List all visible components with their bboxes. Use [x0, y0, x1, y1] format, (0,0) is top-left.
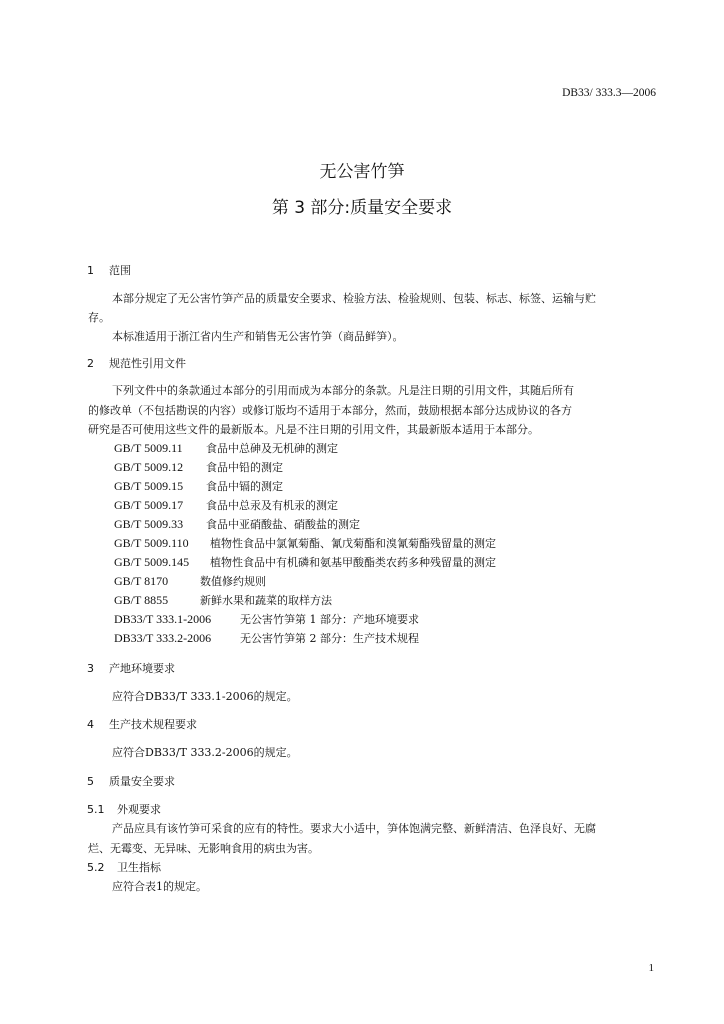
paragraph-line: 应符合DB33/T 333.2-2006的规定。 — [112, 746, 298, 759]
section-title: 范围 — [109, 264, 131, 277]
reference-code: GB/T 8855 — [114, 593, 169, 607]
reference-item — [114, 630, 419, 646]
subsection-number: 5.2 — [87, 861, 105, 874]
reference-item — [114, 440, 338, 456]
paragraph-line: 下列文件中的条款通过本部分的引用而成为本部分的条款。凡是注日期的引用文件，其随后所有 — [112, 384, 574, 397]
reference-code: DB33/T 333.2-2006 — [114, 631, 212, 645]
reference-code: GB/T 5009.17 — [114, 498, 184, 512]
reference-item — [114, 611, 419, 627]
reference-item — [114, 459, 283, 475]
section-number: 5 — [87, 775, 94, 788]
reference-code: GB/T 5009.12 — [114, 460, 184, 474]
reference-title: 无公害竹笋第 2 部分：生产技术规程 — [240, 632, 419, 645]
reference-code: GB/T 8170 — [114, 574, 169, 588]
subsection-number: 5.1 — [87, 803, 105, 816]
section-5-heading — [87, 773, 175, 789]
reference-title: 无公害竹笋第 1 部分：产地环境要求 — [240, 613, 419, 626]
reference-item — [114, 516, 360, 532]
reference-title: 食品中总砷及无机砷的测定 — [206, 442, 338, 455]
reference-code: GB/T 5009.110 — [114, 536, 189, 550]
reference-title: 数值修约规则 — [200, 575, 266, 588]
section-title: 规范性引用文件 — [109, 357, 186, 370]
reference-item — [114, 573, 266, 589]
section-1-heading — [87, 262, 131, 278]
reference-title: 植物性食品中有机磷和氨基甲酸酯类农药多种残留量的测定 — [210, 556, 496, 569]
paragraph-line: 存。 — [88, 311, 110, 324]
section-4-heading — [87, 716, 197, 732]
paragraph-line: 的修改单（不包括勘误的内容）或修订版均不适用于本部分，然而，鼓励根据本部分达成协议的各方 — [88, 404, 572, 417]
subsection-5-2-heading — [87, 859, 161, 875]
section-title: 产地环境要求 — [109, 662, 175, 675]
document-number: DB33/ 333.3—2006 — [562, 87, 656, 99]
reference-title: 食品中亚硝酸盐、硝酸盐的测定 — [206, 518, 360, 531]
reference-code: GB/T 5009.11 — [114, 441, 183, 455]
section-number: 3 — [87, 662, 94, 675]
reference-item — [114, 535, 496, 551]
reference-item — [114, 592, 332, 608]
reference-code: DB33/T 333.1-2006 — [114, 612, 212, 626]
paragraph-line: 本部分规定了无公害竹笋产品的质量安全要求、检验方法、检验规则、包装、标志、标签、运输与贮 — [112, 292, 596, 305]
document-title: 无公害竹笋 — [319, 162, 405, 182]
reference-title: 植物性食品中氯氰菊酯、氰戊菊酯和溴氰菊酯残留量的测定 — [210, 537, 496, 550]
section-number: 2 — [87, 357, 94, 370]
paragraph-line: 产品应具有该竹笋可采食的应有的特性。要求大小适中，笋体饱满完整、新鲜清洁、色泽良好、无腐 — [112, 822, 596, 835]
section-title: 质量安全要求 — [109, 775, 175, 788]
paragraph-line: 本标准适用于浙江省内生产和销售无公害竹笋（商品鲜笋）。 — [112, 330, 404, 343]
paragraph-line: 应符合DB33/T 333.1-2006的规定。 — [112, 690, 298, 703]
section-number: 4 — [87, 718, 94, 731]
section-number: 1 — [87, 264, 94, 277]
paragraph-line: 应符合表1的规定。 — [112, 880, 207, 893]
reference-item — [114, 554, 496, 570]
document-subtitle: 第 3 部分:质量安全要求 — [271, 198, 453, 218]
subsection-title: 外观要求 — [117, 803, 161, 816]
reference-item — [114, 497, 338, 513]
reference-title: 食品中铅的测定 — [206, 461, 283, 474]
reference-code: GB/T 5009.15 — [114, 479, 184, 493]
subsection-5-1-heading — [87, 801, 161, 817]
page-number: 1 — [648, 962, 654, 974]
reference-item — [114, 478, 283, 494]
paragraph-line: 研究是否可使用这些文件的最新版本。凡是不注日期的引用文件，其最新版本适用于本部分。 — [88, 423, 539, 436]
section-title: 生产技术规程要求 — [109, 718, 197, 731]
reference-title: 新鲜水果和蔬菜的取样方法 — [200, 594, 332, 607]
section-3-heading — [87, 660, 175, 676]
reference-code: GB/T 5009.33 — [114, 517, 184, 531]
reference-title: 食品中总汞及有机汞的测定 — [206, 499, 338, 512]
subsection-title: 卫生指标 — [117, 861, 161, 874]
paragraph-line: 烂、无霉变、无异味、无影响食用的病虫为害。 — [88, 842, 319, 855]
reference-title: 食品中镉的测定 — [206, 480, 283, 493]
reference-code: GB/T 5009.145 — [114, 555, 190, 569]
section-2-heading — [87, 355, 186, 371]
